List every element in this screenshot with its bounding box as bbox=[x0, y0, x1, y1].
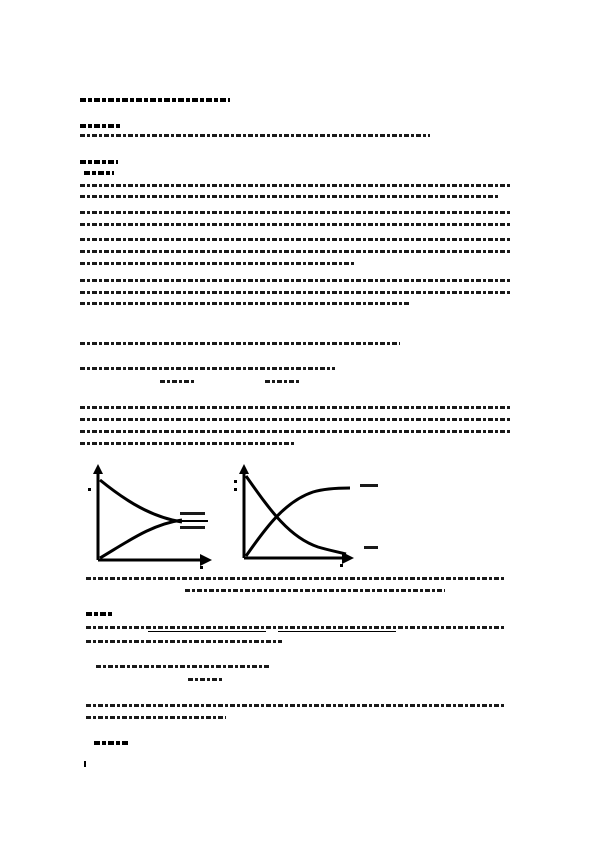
formula-denominator bbox=[160, 380, 195, 383]
subsection-heading bbox=[84, 171, 114, 175]
formula-denominator bbox=[265, 380, 300, 383]
left-y-axis bbox=[93, 464, 103, 560]
left-decreasing-curve bbox=[100, 480, 182, 522]
paragraph-line bbox=[80, 134, 430, 137]
formula-line bbox=[80, 367, 335, 370]
left-increasing-curve bbox=[100, 520, 182, 558]
equation-line bbox=[80, 342, 400, 345]
figure-left bbox=[82, 462, 222, 572]
formula-line bbox=[96, 665, 271, 668]
left-label-line bbox=[180, 526, 205, 529]
section-heading bbox=[80, 124, 122, 128]
left-label-line bbox=[180, 512, 205, 515]
document-title bbox=[80, 98, 230, 102]
right-label-line bbox=[360, 484, 378, 487]
left-label-divider bbox=[178, 520, 208, 522]
right-x-axis bbox=[244, 552, 354, 564]
section-heading bbox=[80, 160, 118, 164]
section-heading bbox=[94, 741, 128, 745]
right-axis-tick bbox=[340, 564, 343, 567]
left-axis-tick bbox=[200, 566, 203, 569]
right-label-line bbox=[364, 546, 378, 549]
section-heading bbox=[86, 612, 114, 616]
left-x-axis bbox=[98, 554, 212, 566]
underline bbox=[148, 631, 266, 632]
figure-right bbox=[228, 462, 378, 572]
underline bbox=[278, 631, 396, 632]
right-axis-tick bbox=[234, 488, 237, 491]
right-axis-tick bbox=[234, 480, 237, 483]
formula-denominator bbox=[188, 678, 222, 681]
page-mark bbox=[84, 761, 86, 767]
left-axis-tick bbox=[88, 488, 91, 491]
